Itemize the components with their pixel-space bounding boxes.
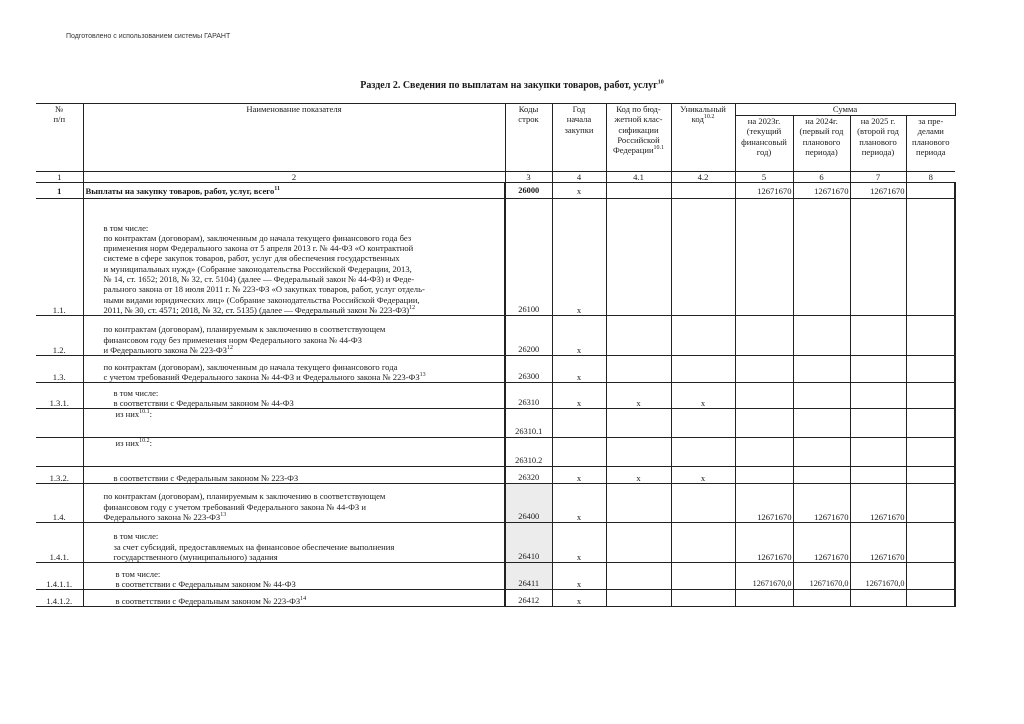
cell-2023 (735, 316, 793, 356)
table-row (36, 316, 955, 356)
row-name: по контрактам (договорам), планируемым к заключению в соответствующем финансовом году с учетом требований Федерального закона № 44-ФЗ и Федерального закона № 223-ФЗ$^{13}$ (83, 484, 505, 523)
cell-unique (671, 563, 735, 590)
row-code: 26320 (505, 467, 552, 484)
cell-2025: 12671670 (850, 183, 906, 199)
garant-watermark: Подготовлено с использованием системы ГАРАНТ (66, 33, 231, 40)
cell-year: x (552, 467, 606, 484)
cell-2023 (735, 590, 793, 607)
row-number: 1.2. (36, 316, 83, 356)
col-header-sum-group: Сумма (735, 104, 955, 116)
cell-2024 (793, 199, 850, 316)
col-header-unique: Уникальный код$^{10.2}$ (671, 104, 735, 172)
row-code: 26400 (505, 484, 552, 523)
cell-2024 (793, 438, 850, 467)
row-name: в том числе: в соответствии с Федеральным законом № 44-ФЗ (83, 563, 505, 590)
row-name: Выплаты на закупку товаров, работ, услуг, всего$^{11}$ (83, 183, 505, 199)
cell-2023 (735, 438, 793, 467)
cell-beyond (906, 316, 955, 356)
cell-bcc (606, 409, 671, 438)
cell-2023: 12671670,0 (735, 563, 793, 590)
cell-2024 (793, 409, 850, 438)
cell-bcc (606, 199, 671, 316)
cell-bcc (606, 484, 671, 523)
table-row (36, 183, 955, 199)
table-row (36, 590, 955, 607)
cell-2025 (850, 409, 906, 438)
cell-unique (671, 316, 735, 356)
cell-year: x (552, 199, 606, 316)
cell-unique: x (671, 467, 735, 484)
row-number: 1.4.1. (36, 523, 83, 563)
cell-unique (671, 484, 735, 523)
cell-2024: 12671670 (793, 523, 850, 563)
table-row (36, 438, 955, 467)
row-code: 26310.1 (505, 409, 552, 438)
table-row (36, 467, 955, 484)
cell-beyond (906, 484, 955, 523)
cell-unique (671, 409, 735, 438)
row-number: 1.4.1.1. (36, 563, 83, 590)
payments-table (36, 103, 956, 607)
row-code: 26411 (505, 563, 552, 590)
cell-unique (671, 438, 735, 467)
cell-2024 (793, 590, 850, 607)
cell-unique: x (671, 383, 735, 409)
cell-2025 (850, 438, 906, 467)
table-row (36, 383, 955, 409)
cell-2023 (735, 467, 793, 484)
row-name: из них$^{10.1}$: (83, 409, 505, 438)
cell-bcc (606, 590, 671, 607)
cell-2024: 12671670 (793, 484, 850, 523)
cell-2024: 12671670,0 (793, 563, 850, 590)
cell-2025 (850, 199, 906, 316)
cell-beyond (906, 199, 955, 316)
section-title: Раздел 2. Сведения по выплатам на закупки товаров, работ, услуг$^{10}$ (360, 79, 664, 91)
table-row (36, 523, 955, 563)
row-number: 1.4.1.2. (36, 590, 83, 607)
cell-year: x (552, 590, 606, 607)
row-code: 26100 (505, 199, 552, 316)
cell-2025 (850, 356, 906, 383)
cell-2023: 12671670 (735, 523, 793, 563)
cell-2023 (735, 199, 793, 316)
row-name: по контрактам (договорам), планируемым к заключению в соответствующем финансовом году без применения норм Федерального закона № 44-ФЗ и Федерального закона № 223-ФЗ$^{12}$ (83, 316, 505, 356)
cell-bcc (606, 183, 671, 199)
cell-unique (671, 183, 735, 199)
row-name: из них$^{10.2}$: (83, 438, 505, 467)
col-header-code: Коды строк (505, 104, 552, 172)
title-footnote: 10 (657, 79, 664, 86)
row-number: 1 (36, 183, 83, 199)
cell-year: x (552, 183, 606, 199)
cell-year: x (552, 484, 606, 523)
col-header-bcc: Код по бюд- жетной клас- сификации Российской Федерации$^{10.1}$ (606, 104, 671, 172)
row-name: в том числе: за счет субсидий, предоставляемых на финансовое обеспечение выполнения государственного (муниципального) задания (83, 523, 505, 563)
row-number: 1.1. (36, 199, 83, 316)
col-header-name: Наименование показателя (83, 104, 505, 172)
cell-beyond (906, 467, 955, 484)
cell-2023: 12671670 (735, 183, 793, 199)
cell-beyond (906, 590, 955, 607)
cell-2025: 12671670,0 (850, 563, 906, 590)
cell-beyond (906, 563, 955, 590)
row-code: 26200 (505, 316, 552, 356)
row-name: в том числе: по контрактам (договорам), заключенным до начала текущего финансового года без применения норм Федерального закона от 5 апреля 2013 г. № 44-ФЗ «О контрактной системе в сфере закупок товаров, работ, услуг для обеспечения государственных и муниципальных нужд» (Собрание законодательства Российской Федерации, 2013, № 14, ст. 1652; 2018, № 32, ст. 5104) (далее — Федеральный закон № 44-ФЗ) и Феде- рального закона от 18 июля 2011 г. № 223-ФЗ «О закупках товаров, работ, услуг отдель- ными видами юридических лиц» (Собрание законодательства Российской Федерации, 2011, № 30, ст. 4571; 2018, № 32, ст. 5135) (далее — Федеральный закон № 223-ФЗ)$^{12}$ (83, 199, 505, 316)
cell-year: x (552, 356, 606, 383)
col-header-num: № п/п (36, 104, 83, 172)
row-number: 1.4. (36, 484, 83, 523)
cell-unique (671, 356, 735, 383)
cell-beyond (906, 409, 955, 438)
row-name: по контрактам (договорам), заключенным до начала текущего финансового года с учетом требований Федерального закона № 44-ФЗ и Федерального закона № 223-ФЗ$^{13}$ (83, 356, 505, 383)
table-row (36, 199, 955, 316)
col-header-beyond: за пре- делами планового периода (906, 116, 955, 172)
cell-bcc (606, 523, 671, 563)
cell-2024 (793, 356, 850, 383)
col-header-2023: на 2023г. (текущий финансовый год) (735, 116, 793, 172)
cell-year (552, 438, 606, 467)
col-header-year: Год начала закупки (552, 104, 606, 172)
row-code: 26310.2 (505, 438, 552, 467)
cell-2023 (735, 356, 793, 383)
row-code: 26412 (505, 590, 552, 607)
cell-beyond (906, 438, 955, 467)
row-number: 1.3.2. (36, 467, 83, 484)
cell-2024 (793, 316, 850, 356)
row-name: в соответствии с Федеральным законом № 223-ФЗ$^{14}$ (83, 590, 505, 607)
row-name: в том числе: в соответствии с Федеральным законом № 44-ФЗ (83, 383, 505, 409)
row-number: 1.3.1. (36, 383, 83, 409)
cell-2025 (850, 590, 906, 607)
cell-2023 (735, 383, 793, 409)
cell-2025 (850, 383, 906, 409)
cell-year: x (552, 383, 606, 409)
row-name: в соответствии с Федеральным законом № 223-ФЗ (83, 467, 505, 484)
cell-bcc: x (606, 383, 671, 409)
table-row (36, 563, 955, 590)
row-code: 26000 (505, 183, 552, 199)
cell-2023: 12671670 (735, 484, 793, 523)
cell-2025: 12671670 (850, 523, 906, 563)
cell-year: x (552, 316, 606, 356)
cell-bcc: x (606, 467, 671, 484)
cell-2025: 12671670 (850, 484, 906, 523)
table-row (36, 356, 955, 383)
row-code: 26410 (505, 523, 552, 563)
row-number (36, 409, 83, 438)
cell-2024: 12671670 (793, 183, 850, 199)
cell-2024 (793, 383, 850, 409)
row-code: 26310 (505, 383, 552, 409)
cell-beyond (906, 523, 955, 563)
cell-bcc (606, 563, 671, 590)
cell-2023 (735, 409, 793, 438)
column-number-row: 1 2 3 4 4.1 4.2 5 6 7 8 (36, 172, 955, 183)
cell-unique (671, 523, 735, 563)
cell-unique (671, 590, 735, 607)
table-row (36, 409, 955, 438)
col-header-2024: на 2024г. (первый год планового периода) (793, 116, 850, 172)
header-row (36, 104, 955, 116)
cell-bcc (606, 356, 671, 383)
cell-year: x (552, 563, 606, 590)
cell-year: x (552, 523, 606, 563)
cell-beyond (906, 183, 955, 199)
cell-bcc (606, 438, 671, 467)
cell-year (552, 409, 606, 438)
cell-bcc (606, 316, 671, 356)
cell-2025 (850, 316, 906, 356)
row-number: 1.3. (36, 356, 83, 383)
col-header-2025: на 2025 г. (второй год планового периода) (850, 116, 906, 172)
cell-2024 (793, 467, 850, 484)
row-code: 26300 (505, 356, 552, 383)
row-number (36, 438, 83, 467)
table-row (36, 484, 955, 523)
cell-2025 (850, 467, 906, 484)
cell-beyond (906, 383, 955, 409)
cell-beyond (906, 356, 955, 383)
cell-unique (671, 199, 735, 316)
